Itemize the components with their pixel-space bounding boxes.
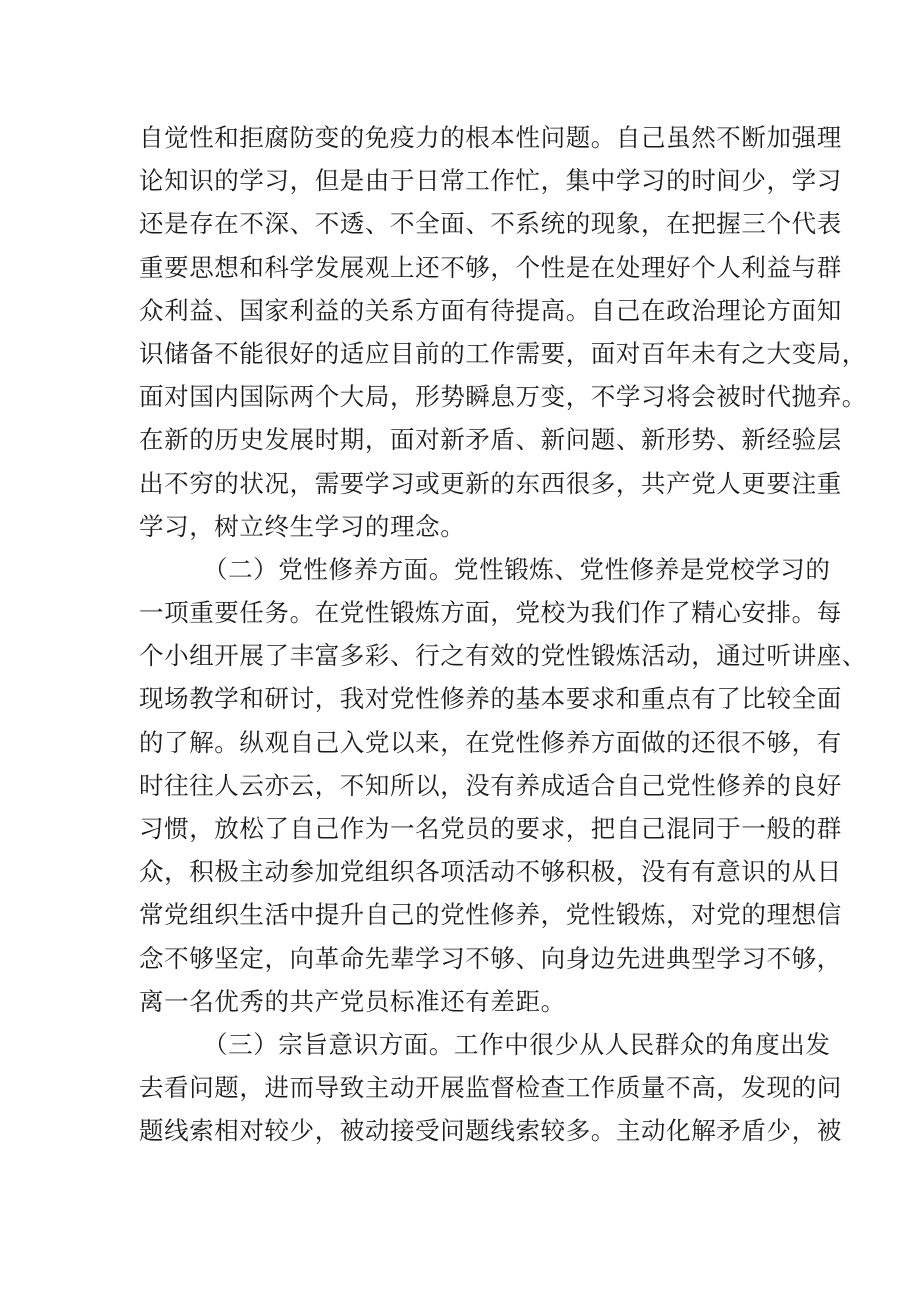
text-line: 还是存在不深、不透、不全面、不系统的现象，在把握三个代表 (139, 209, 842, 239)
text-line: 在新的历史发展时期，面对新矛盾、新问题、新形势、新经验层 (139, 425, 842, 455)
text-line: 众利益、国家利益的关系方面有待提高。自己在政治理论方面知 (139, 295, 842, 325)
text-line: 众，积极主动参加党组织各项活动不够积极，没有有意识的从日 (139, 857, 842, 887)
text-line: 题线索相对较少，被动接受问题线索较多。主动化解矛盾少，被 (139, 1116, 842, 1146)
section-heading-line: （三）宗旨意识方面。工作中很少从人民群众的角度出发 (203, 1029, 831, 1059)
document-body (139, 116, 867, 1153)
text-line: 时往往人云亦云，不知所以，没有养成适合自己党性修养的良好 (139, 770, 842, 800)
text-line: 念不够坚定，向革命先辈学习不够、向身边先进典型学习不够， (139, 943, 842, 973)
text-line: 论知识的学习，但是由于日常工作忙，集中学习的时间少，学习 (139, 166, 842, 196)
text-line: 自觉性和拒腐防变的免疫力的根本性问题。自己虽然不断加强理 (139, 123, 842, 152)
text-line: 识储备不能很好的适应目前的工作需要，面对百年未有之大变局， (139, 338, 867, 368)
text-line: 去看问题，进而导致主动开展监督检查工作质量不高，发现的问 (139, 1073, 842, 1103)
text-line: 出不穷的状况，需要学习或更新的东西很多，共产党人更要注重 (139, 468, 842, 498)
text-line: 一项重要任务。在党性锻炼方面，党校为我们作了精心安排。每 (139, 598, 842, 628)
text-line: 习惯，放松了自己作为一名党员的要求，把自己混同于一般的群 (139, 814, 842, 843)
section-heading-line: （二）党性修养方面。党性锻炼、党性修养是党校学习的 (203, 554, 831, 584)
text-line: 现场教学和研讨，我对党性修养的基本要求和重点有了比较全面 (139, 684, 842, 714)
text-line: 常党组织生活中提升自己的党性修养，党性锻炼，对党的理想信 (139, 900, 842, 930)
text-line: 的了解。纵观自己入党以来，在党性修养方面做的还很不够，有 (139, 727, 842, 757)
text-line: 重要思想和科学发展观上还不够，个性是在处理好个人利益与群 (139, 252, 842, 282)
text-line: 离一名优秀的共产党员标准还有差距。 (139, 986, 566, 1016)
text-line: 个小组开展了丰富多彩、行之有效的党性锻炼活动，通过听讲座、 (139, 641, 867, 671)
text-line: 学习，树立终生学习的理念。 (139, 511, 466, 541)
text-line: 面对国内国际两个大局，形势瞬息万变，不学习将会被时代抛弃。 (139, 382, 867, 412)
